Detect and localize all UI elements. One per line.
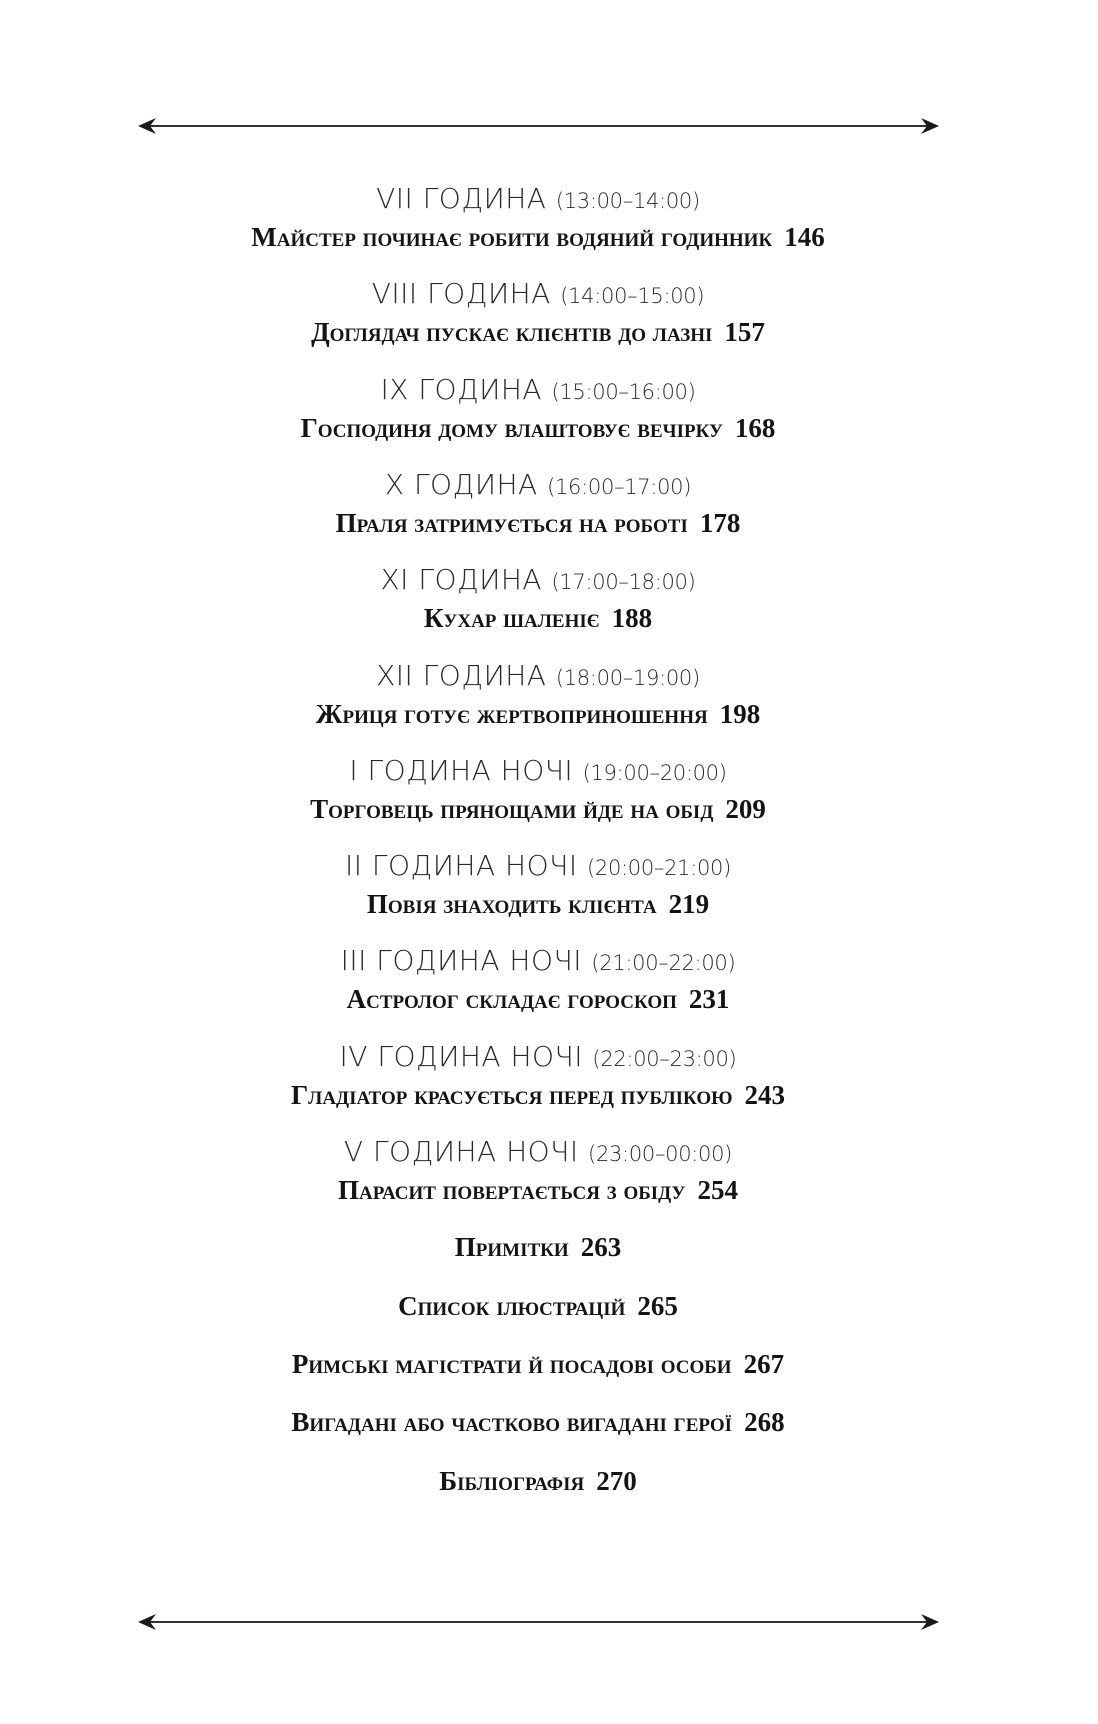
backmatter-title: Список ілюстрацій bbox=[398, 1291, 626, 1321]
hour-label: V ГОДИНА НОЧІ bbox=[343, 1135, 579, 1168]
chapter-title-entry[interactable] bbox=[0, 603, 1076, 634]
hour-label: IX ГОДИНА bbox=[380, 373, 543, 406]
chapter-title-entry[interactable] bbox=[0, 222, 1076, 253]
chapter-hour-heading bbox=[0, 1135, 1076, 1168]
hour-time-range: (13:00–14:00) bbox=[555, 189, 700, 213]
page-number: 198 bbox=[719, 699, 761, 729]
hour-label: III ГОДИНА НОЧІ bbox=[340, 944, 582, 977]
chapter-hour-heading bbox=[0, 1040, 1076, 1073]
hour-time-range: (16:00–17:00) bbox=[547, 475, 692, 499]
page-number: 265 bbox=[637, 1291, 678, 1321]
page-number: 188 bbox=[611, 603, 653, 633]
chapter-hour-heading bbox=[0, 468, 1076, 501]
hour-time-range: (20:00–21:00) bbox=[586, 856, 732, 880]
hour-label: II ГОДИНА НОЧІ bbox=[344, 849, 578, 882]
page-number: 178 bbox=[699, 508, 741, 538]
chapter-title: Повія знаходить клієнта bbox=[366, 889, 657, 919]
hour-label: XI ГОДИНА bbox=[380, 563, 543, 596]
backmatter-title: Римські магістрати й посадові особи bbox=[291, 1349, 732, 1379]
chapter-title: Торговець прянощами йде на обід bbox=[310, 794, 714, 824]
page-number: 243 bbox=[744, 1080, 785, 1110]
backmatter-title: Примітки bbox=[454, 1232, 569, 1262]
hour-label: VII ГОДИНА bbox=[376, 182, 547, 215]
hour-time-range: (14:00–15:00) bbox=[560, 284, 705, 308]
backmatter-entry-magistrates[interactable] bbox=[0, 1349, 1076, 1380]
hour-time-range: (18:00–19:00) bbox=[555, 666, 700, 690]
hour-time-range: (22:00–23:00) bbox=[592, 1047, 737, 1071]
page-number: 263 bbox=[580, 1232, 622, 1262]
page-number: 209 bbox=[725, 794, 766, 824]
hour-time-range: (19:00–20:00) bbox=[582, 761, 727, 785]
page-number: 231 bbox=[688, 984, 730, 1014]
page-number: 168 bbox=[734, 413, 776, 443]
chapter-title-entry[interactable] bbox=[0, 413, 1076, 444]
chapter-title: Парасит повертається з обіду bbox=[338, 1175, 686, 1205]
chapter-title: Жриця готує жертвоприношення bbox=[315, 699, 708, 729]
chapter-title-entry[interactable] bbox=[0, 699, 1076, 730]
chapter-title-entry[interactable] bbox=[0, 794, 1076, 825]
hour-time-range: (23:00–00:00) bbox=[588, 1142, 733, 1166]
hour-label: XII ГОДИНА bbox=[376, 659, 547, 692]
page-number: 268 bbox=[744, 1407, 785, 1437]
page-number: 267 bbox=[743, 1349, 785, 1379]
hour-time-range: (17:00–18:00) bbox=[551, 570, 696, 594]
chapter-hour-heading bbox=[0, 563, 1076, 596]
bottom-divider-arrow-icon bbox=[136, 1612, 941, 1632]
chapter-title: Астролог складає гороскоп bbox=[346, 984, 677, 1014]
chapter-hour-heading bbox=[0, 277, 1076, 310]
chapter-title: Майстер починає робити водяний годинник bbox=[251, 222, 773, 252]
backmatter-entry-bibliography[interactable] bbox=[0, 1466, 1076, 1497]
page-number: 254 bbox=[697, 1175, 738, 1205]
chapter-title: Кухар шаленіє bbox=[423, 603, 600, 633]
chapter-hour-heading bbox=[0, 754, 1076, 787]
chapter-hour-heading bbox=[0, 849, 1076, 882]
chapter-hour-heading bbox=[0, 944, 1076, 977]
chapter-hour-heading bbox=[0, 659, 1076, 692]
hour-time-range: (15:00–16:00) bbox=[551, 380, 696, 404]
chapter-title: Гладіатор красується перед публікою bbox=[290, 1080, 733, 1110]
backmatter-title: Бібліографія bbox=[439, 1466, 585, 1496]
hour-label: X ГОДИНА bbox=[384, 468, 538, 501]
chapter-hour-heading bbox=[0, 182, 1076, 215]
chapter-title-entry[interactable] bbox=[0, 1080, 1076, 1111]
chapter-title-entry[interactable] bbox=[0, 317, 1076, 348]
chapter-title: Господиня дому влаштовує вечірку bbox=[300, 413, 723, 443]
page-number: 270 bbox=[596, 1466, 637, 1496]
hour-time-range: (21:00–22:00) bbox=[591, 951, 736, 975]
page-number: 219 bbox=[668, 889, 710, 919]
backmatter-entry-notes[interactable] bbox=[0, 1232, 1076, 1263]
chapter-hour-heading bbox=[0, 373, 1076, 406]
hour-label: IV ГОДИНА НОЧІ bbox=[339, 1040, 584, 1073]
chapter-title-entry[interactable] bbox=[0, 508, 1076, 539]
top-divider-arrow-icon bbox=[136, 116, 941, 136]
page-number: 157 bbox=[724, 317, 765, 347]
page-number: 146 bbox=[784, 222, 825, 252]
hour-label: I ГОДИНА НОЧІ bbox=[349, 754, 574, 787]
backmatter-title: Вигадані або частково вигадані герої bbox=[291, 1407, 733, 1437]
hour-label: VIII ГОДИНА bbox=[371, 277, 551, 310]
chapter-title-entry[interactable] bbox=[0, 889, 1076, 920]
chapter-title-entry[interactable] bbox=[0, 984, 1076, 1015]
chapter-title-entry[interactable] bbox=[0, 1175, 1076, 1206]
backmatter-entry-illustrations[interactable] bbox=[0, 1291, 1076, 1322]
chapter-title: Праля затримується на роботі bbox=[335, 508, 688, 538]
backmatter-entry-characters[interactable] bbox=[0, 1407, 1076, 1438]
chapter-title: Доглядач пускає клієнтів до лазні bbox=[311, 317, 713, 347]
